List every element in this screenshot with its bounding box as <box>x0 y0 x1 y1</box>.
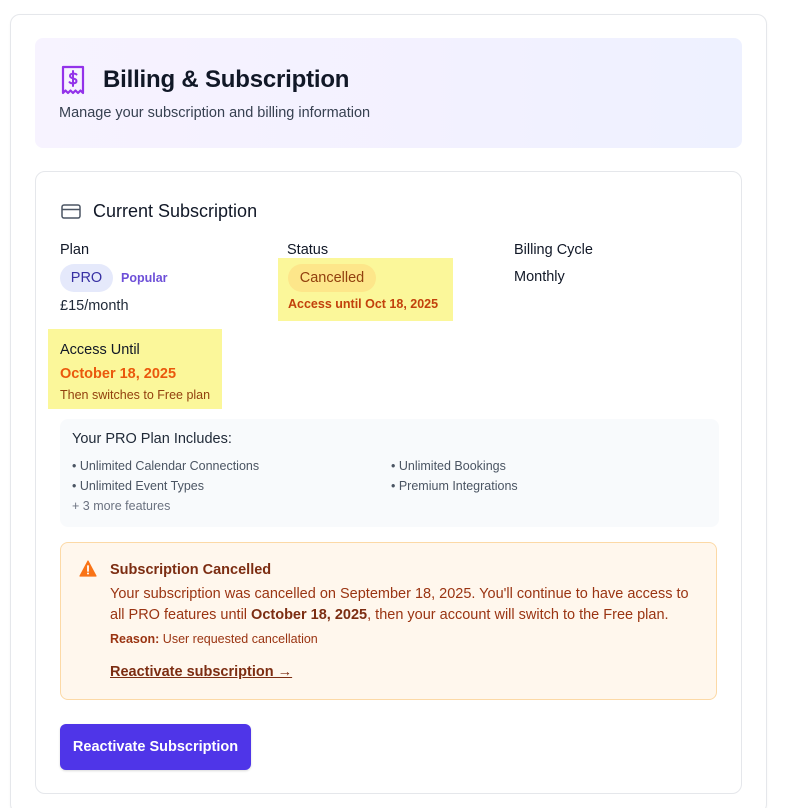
status-label: Status <box>287 242 329 258</box>
page-title: Billing & Subscription <box>103 66 350 93</box>
access-until-date: October 18, 2025 <box>60 366 177 382</box>
access-until-note: Then switches to Free plan <box>60 388 211 402</box>
status-access-note: Access until Oct 18, 2025 <box>288 297 439 311</box>
feature-item: • Unlimited Event Types <box>72 479 204 493</box>
feature-item: • Premium Integrations <box>391 479 518 493</box>
reactivate-subscription-link[interactable]: Reactivate subscription → <box>110 664 293 680</box>
cancellation-reason: Reason: User requested cancellation <box>110 632 318 646</box>
alert-title: Subscription Cancelled <box>110 562 272 578</box>
warning-icon <box>79 560 97 577</box>
billing-receipt-icon <box>61 65 85 95</box>
billing-header <box>35 38 742 148</box>
section-title: Current Subscription <box>93 201 258 221</box>
access-until-label: Access Until <box>60 342 140 358</box>
credit-card-icon <box>61 204 81 219</box>
reactivate-subscription-button[interactable]: Reactivate Subscription <box>60 724 251 770</box>
plan-label: Plan <box>60 242 90 258</box>
status-badge: Cancelled <box>288 264 376 292</box>
billing-cycle-value: Monthly <box>514 269 565 285</box>
page-subtitle: Manage your subscription and billing information <box>59 105 371 121</box>
billing-cycle-label: Billing Cycle <box>514 242 593 258</box>
current-subscription-card <box>35 171 742 794</box>
plan-badge: PRO <box>60 264 113 292</box>
status-highlight <box>278 258 453 321</box>
more-features-text: + 3 more features <box>72 499 171 513</box>
alert-message: Your subscription was cancelled on September 18, 2025. You'll continue to have access to all PRO features until October 18, 2025, then your account will switch to the Free plan. <box>110 586 689 623</box>
popular-tag: Popular <box>121 271 168 285</box>
feature-item: • Unlimited Bookings <box>391 459 506 473</box>
plan-features-box <box>60 419 719 527</box>
plan-price: £15/month <box>60 298 129 314</box>
cancellation-alert <box>60 542 717 700</box>
features-title: Your PRO Plan Includes: <box>72 431 232 447</box>
access-until-block <box>48 329 222 409</box>
feature-item: • Unlimited Calendar Connections <box>72 459 260 473</box>
